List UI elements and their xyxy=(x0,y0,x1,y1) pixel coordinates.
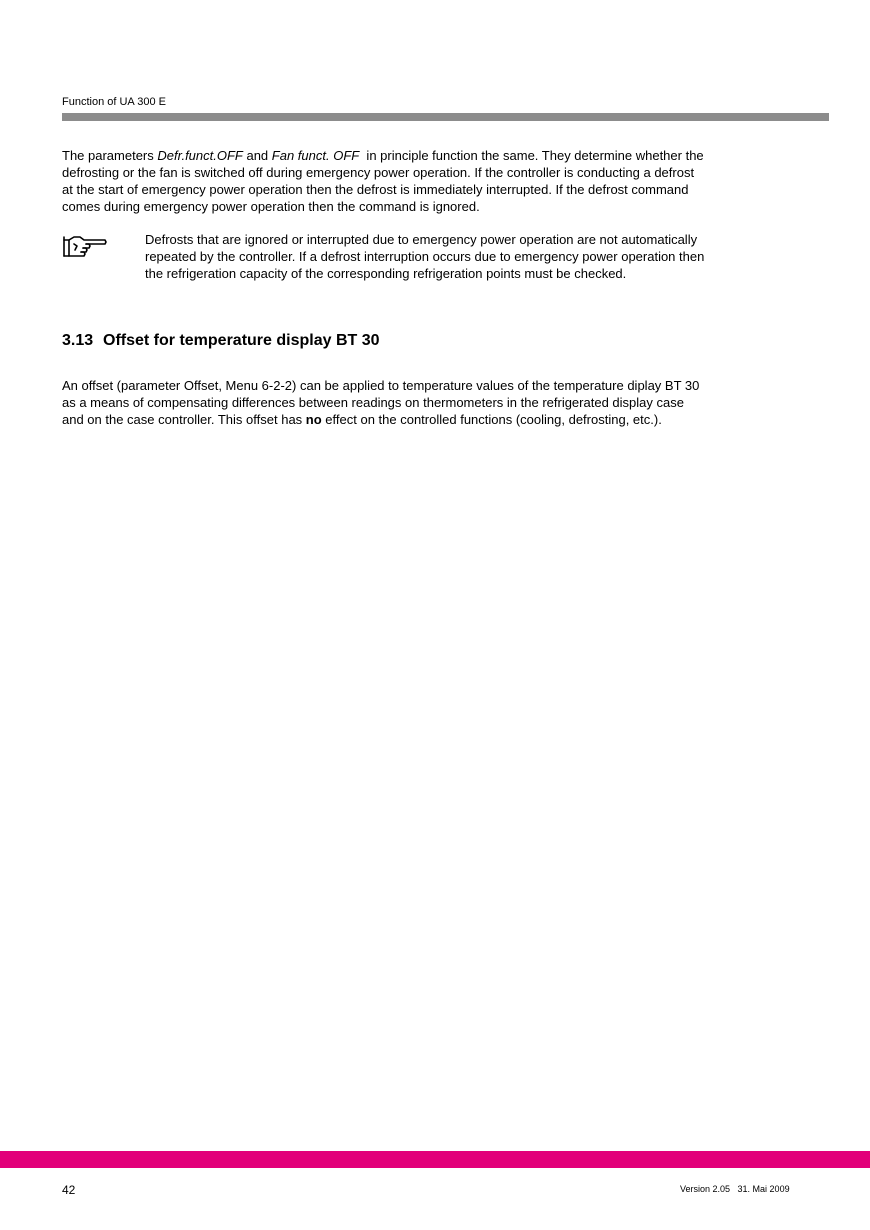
intro-line-1 xyxy=(62,147,802,164)
page-number: 42 xyxy=(62,1183,76,1197)
intro-paragraph xyxy=(62,147,802,215)
note-line-3: the refrigeration capacity of the corresponding refrigeration points must be checked. xyxy=(145,266,627,281)
note-line-2: repeated by the controller. If a defrost interruption occurs due to emergency power operation then xyxy=(145,249,705,264)
intro-text: The parameters xyxy=(62,148,158,163)
section-line-3 xyxy=(62,411,802,428)
section-heading xyxy=(62,331,380,351)
intro-line-2: defrosting or the fan is switched off during emergency power operation. If the controller is conducting a defrost xyxy=(62,165,695,180)
section-line-2: as a means of compensating differences between readings on thermometers in the refrigerated display case xyxy=(62,395,684,410)
emphasis-no: no xyxy=(305,412,322,427)
section-title: Offset for temperature display BT 30 xyxy=(103,332,380,349)
note-paragraph xyxy=(145,231,805,282)
pointing-hand-icon xyxy=(62,234,108,258)
intro-text: in principle function the same. They determine whether the xyxy=(359,148,704,163)
section-number: 3.13 xyxy=(62,332,94,349)
running-header: Function of UA 300 E xyxy=(62,96,166,108)
note-line-1: Defrosts that are ignored or interrupted due to emergency power operation are not automatically xyxy=(145,232,698,247)
section-paragraph xyxy=(62,377,802,428)
section-text: effect on the controlled functions (cooling, defrosting, etc.). xyxy=(321,412,662,427)
param-defr-funct-off: Defr.funct.OFF xyxy=(157,148,243,163)
version-info: Version 2.05 31. Mai 2009 xyxy=(680,1184,790,1194)
header-rule xyxy=(62,113,829,121)
param-fan-funct-off: Fan funct. OFF xyxy=(271,148,360,163)
section-line-1: An offset (parameter Offset, Menu 6-2-2) can be applied to temperature values of the temperature diplay BT 30 xyxy=(62,378,700,393)
footer-bar xyxy=(0,1151,870,1168)
intro-line-4: comes during emergency power operation then the command is ignored. xyxy=(62,199,480,214)
intro-text: and xyxy=(242,148,272,163)
section-text: and on the case controller. This offset has xyxy=(62,412,306,427)
intro-line-3: at the start of emergency power operation then the defrost is immediately interrupted. If the defrost command xyxy=(62,182,689,197)
